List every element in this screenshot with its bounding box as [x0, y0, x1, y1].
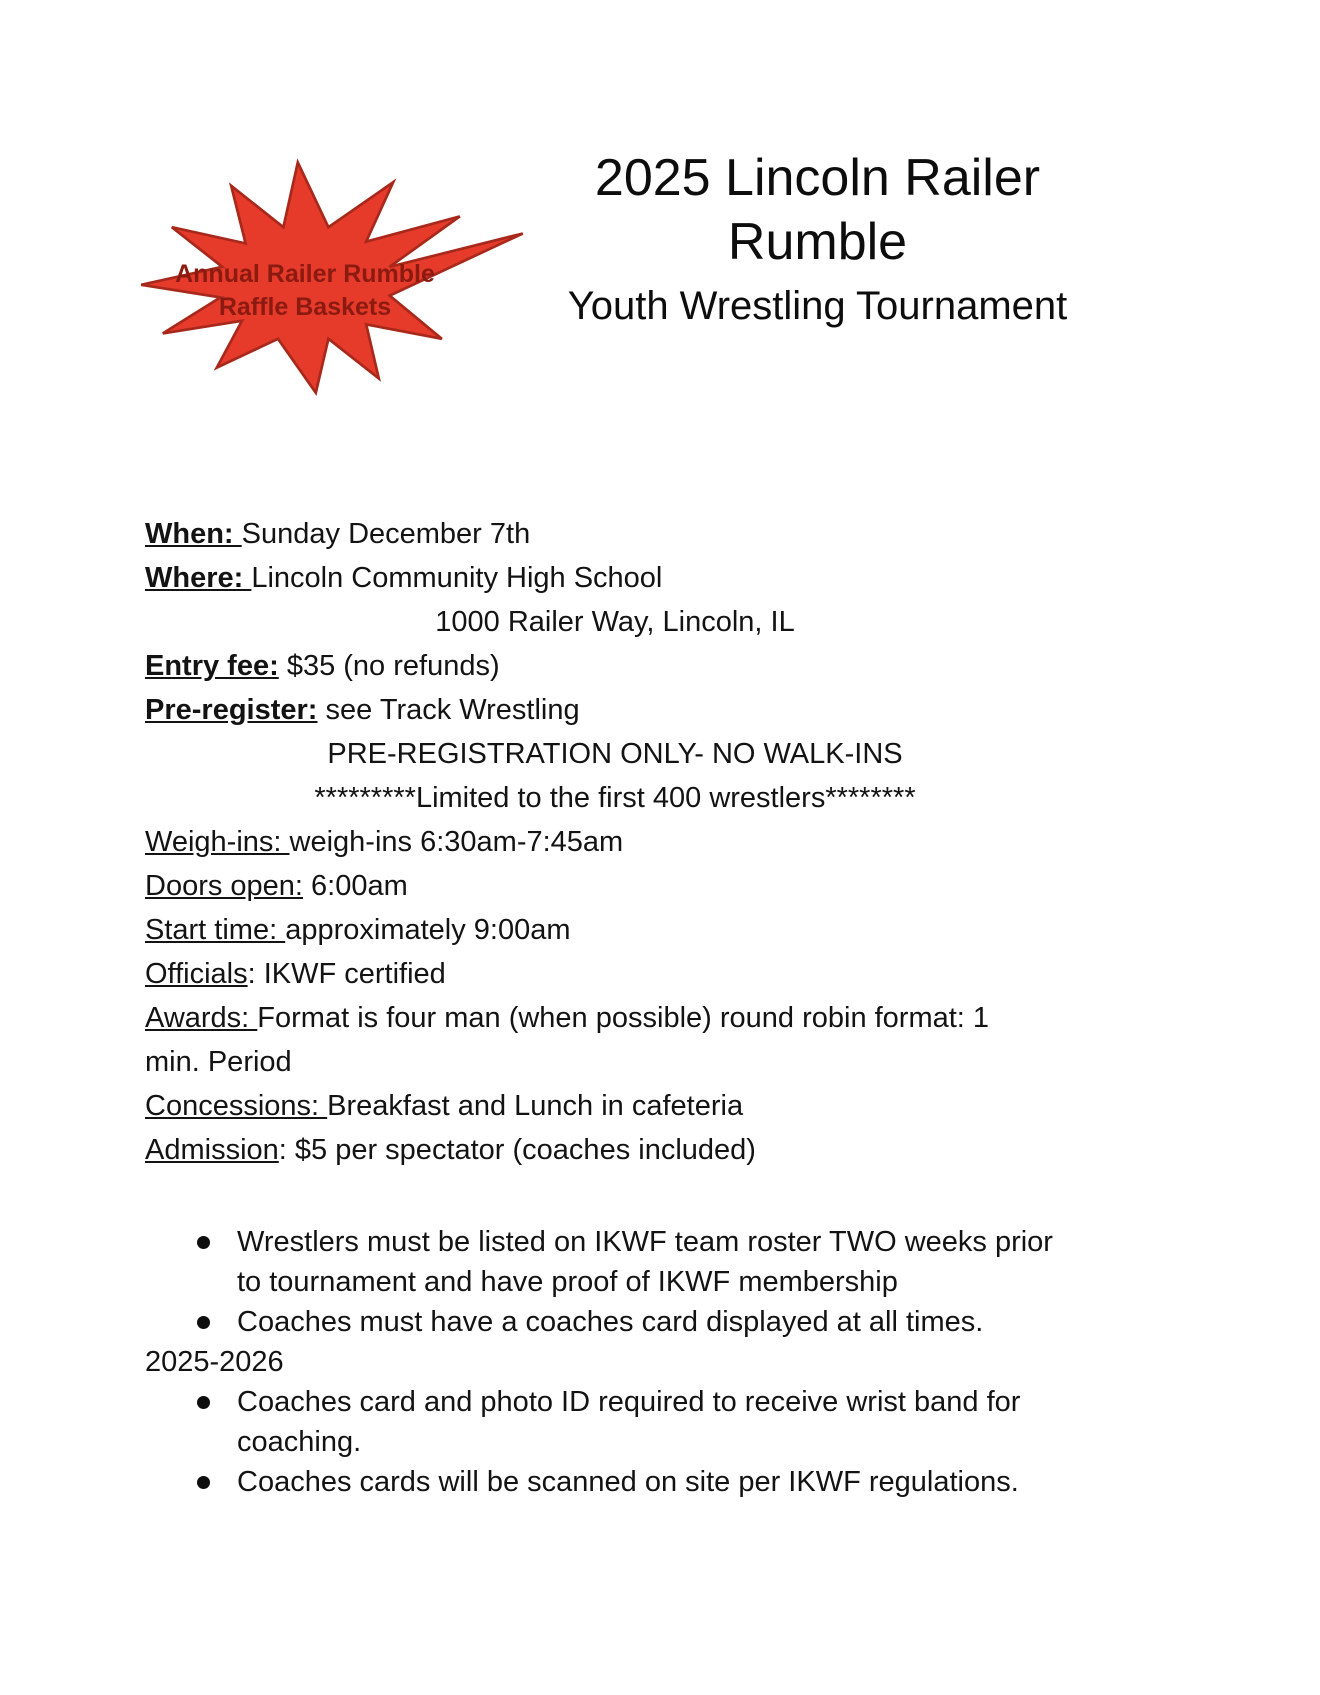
- event-details: [145, 512, 1005, 1172]
- detail-admission: [145, 1128, 1005, 1172]
- raffle-starburst-badge: [65, 148, 545, 420]
- detail-concessions: [145, 1084, 1005, 1128]
- detail-doors-open: [145, 864, 1005, 908]
- page-subtitle: Youth Wrestling Tournament: [567, 284, 1068, 328]
- detail-preregistration-notice: [145, 732, 1085, 776]
- detail-officials-text: : IKWF certified: [247, 958, 446, 990]
- note-roster: [145, 1222, 1085, 1302]
- detail-when-label: When:: [145, 518, 242, 550]
- rules-notes: [145, 1222, 1085, 1502]
- detail-entry-fee: [145, 644, 1005, 688]
- detail-doors-open-text: 6:00am: [303, 870, 408, 902]
- badge-text: [65, 258, 545, 324]
- bullet-icon: [197, 1316, 210, 1329]
- detail-weigh-ins: [145, 820, 1005, 864]
- detail-start-time-text: approximately 9:00am: [285, 914, 571, 946]
- detail-officials: [145, 952, 1005, 996]
- bullet-icon: [197, 1396, 210, 1409]
- detail-where-text: Lincoln Community High School: [251, 562, 663, 594]
- detail-address-text: 1000 Railer Way, Lincoln, IL: [435, 606, 795, 638]
- note-season-years-text: 2025-2026: [145, 1346, 284, 1378]
- detail-when-text: Sunday December 7th: [241, 518, 531, 550]
- note-photo-id-text: Coaches card and photo ID required to receive wrist band for coaching.: [237, 1386, 1021, 1458]
- note-photo-id: [145, 1382, 1085, 1462]
- detail-preregister-label: Pre-register:: [145, 694, 318, 726]
- note-roster-text: Wrestlers must be listed on IKWF team roster TWO weeks prior to tournament and have proof of IKWF membership: [237, 1226, 1053, 1298]
- note-coaches-card-displayed: [145, 1302, 1085, 1342]
- detail-admission-text: : $5 per spectator (coaches included): [278, 1134, 756, 1166]
- detail-limit-notice-text: *********Limited to the first 400 wrestlers********: [314, 782, 916, 814]
- detail-where-label: Where:: [145, 562, 252, 594]
- detail-awards-label: Awards:: [145, 1002, 258, 1034]
- note-cards-scanned-text: Coaches cards will be scanned on site per IKWF regulations.: [237, 1466, 1019, 1498]
- title-block: [545, 146, 1090, 332]
- detail-concessions-label: Concessions:: [145, 1090, 328, 1122]
- page-title-line1: 2025 Lincoln Railer: [594, 149, 1041, 207]
- detail-entry-fee-label: Entry fee:: [145, 650, 279, 682]
- badge-line1: Annual Railer Rumble: [175, 260, 435, 288]
- detail-preregistration-notice-text: PRE-REGISTRATION ONLY- NO WALK-INS: [327, 738, 903, 770]
- note-cards-scanned: [145, 1462, 1085, 1502]
- detail-concessions-text: Breakfast and Lunch in cafeteria: [327, 1090, 744, 1122]
- bullet-icon: [197, 1236, 210, 1249]
- detail-awards-text: Format is four man (when possible) round robin format: 1 min. Period: [145, 1002, 990, 1078]
- detail-officials-label: Officials: [145, 958, 248, 990]
- detail-limit-notice: [145, 776, 1085, 820]
- note-season-years: [145, 1342, 1085, 1382]
- badge-line2: Raffle Baskets: [218, 293, 392, 321]
- detail-preregister-text: see Track Wrestling: [317, 694, 580, 726]
- detail-weigh-ins-text: weigh-ins 6:30am-7:45am: [289, 826, 624, 858]
- bullet-icon: [197, 1476, 210, 1489]
- detail-weigh-ins-label: Weigh-ins:: [145, 826, 290, 858]
- detail-doors-open-label: Doors open:: [145, 870, 303, 902]
- detail-address: [145, 600, 1085, 644]
- detail-entry-fee-text: $35 (no refunds): [278, 650, 500, 682]
- detail-start-time-label: Start time:: [145, 914, 286, 946]
- note-coaches-card-displayed-text: Coaches must have a coaches card displayed at all times.: [237, 1306, 984, 1338]
- detail-where: [145, 556, 1005, 600]
- detail-preregister: [145, 688, 1005, 732]
- page-title-line2: Rumble: [727, 213, 908, 271]
- detail-when: [145, 512, 1005, 556]
- detail-awards: [145, 996, 1005, 1084]
- detail-admission-label: Admission: [145, 1134, 279, 1166]
- detail-start-time: [145, 908, 1005, 952]
